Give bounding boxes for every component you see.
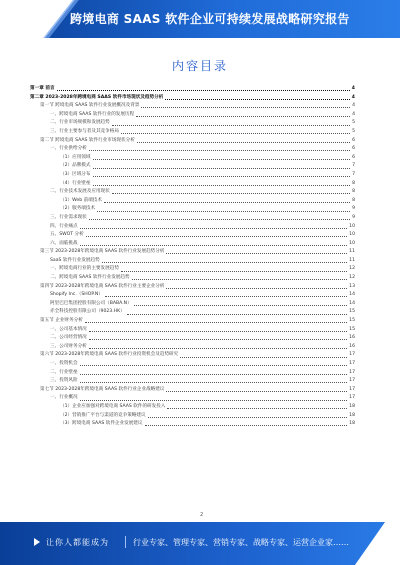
footer-slogan: 让你人都能成为 <box>46 538 109 547</box>
toc-leader-dots <box>105 296 347 297</box>
toc-leader-dots <box>85 322 347 323</box>
toc-entry-text: 第六节 2023-2028年跨境电商 SAAS 软件行业投资机会及趋势研究 <box>40 352 179 358</box>
toc-entry[interactable] <box>30 231 355 240</box>
toc-entry-page: 17 <box>349 352 355 358</box>
toc-leader-dots <box>121 133 350 134</box>
toc-entry-text: 第一节 跨境电商 SAAS 软件行业发展概况及背景 <box>40 103 140 109</box>
toc-entry-text: 三、投资风险 <box>50 378 78 384</box>
toc-leader-dots <box>89 150 350 151</box>
toc-entry-page: 11 <box>349 257 355 263</box>
toc-leader-dots <box>93 176 351 177</box>
toc-leader-dots <box>127 314 347 315</box>
toc-entry-text: 第四节 2023-2028年跨境电商 SAAS 软件行业主要企业分析 <box>40 283 165 289</box>
toc-entry[interactable] <box>30 188 355 197</box>
toc-leader-dots <box>80 245 348 246</box>
toc-entry-text: 第二节 跨境电商 SAAS 软件行业市场现状分析 <box>40 137 135 143</box>
toc-leader-dots <box>166 253 347 254</box>
toc-leader-dots <box>80 374 348 375</box>
toc-leader-dots <box>102 262 347 263</box>
toc-entry[interactable] <box>30 180 355 189</box>
toc-leader-dots <box>167 408 347 409</box>
toc-entry-text: （2）品牌模式 <box>60 163 91 169</box>
toc-entry-page: 10 <box>349 223 355 229</box>
toc-leader-dots <box>93 159 351 160</box>
toc-entry-text: （1）Web 前端技术 <box>60 197 102 203</box>
page-number: 2 <box>200 512 204 518</box>
toc-entry[interactable] <box>30 102 355 111</box>
toc-entry-page: 10 <box>349 240 355 246</box>
toc-entry-page: 18 <box>349 421 355 427</box>
footer-tagline: 行业专家、管理专家、营销专家、战略专家、运营企业家…… <box>133 538 349 547</box>
toc-entry[interactable] <box>30 326 355 335</box>
toc-entry-text: 三、行业主要参与者及其竞争格局 <box>50 128 119 134</box>
toc-entry-text: 阿里巴巴集团控股有限公司（BABA.N） <box>50 300 132 306</box>
toc-entry[interactable] <box>30 274 355 283</box>
toc-entry[interactable] <box>30 317 355 326</box>
toc-leader-dots <box>89 331 347 332</box>
toc-entry[interactable] <box>30 283 355 292</box>
toc-leader-dots <box>93 168 351 169</box>
toc-entry[interactable] <box>30 412 355 421</box>
toc-entry-text: Shopify Inc.（SHOP.N） <box>50 292 103 298</box>
toc-entry[interactable] <box>30 386 355 395</box>
toc-leader-dots <box>80 365 348 366</box>
toc-heading: 内容目录 <box>171 59 228 73</box>
toc-entry[interactable] <box>30 145 355 154</box>
toc-entry[interactable] <box>30 154 355 163</box>
toc-entry-page: 7 <box>352 171 355 177</box>
toc-entry-text: （2）服务端技术 <box>60 206 96 212</box>
toc-entry-page: 16 <box>349 335 355 341</box>
toc-entry[interactable] <box>30 94 355 103</box>
toc-leader-dots <box>80 382 348 383</box>
toc-entry-page: 11 <box>349 249 355 255</box>
toc-entry-text: 三、行业需求现状 <box>50 214 87 220</box>
toc-entry-page: 6 <box>352 137 355 143</box>
toc-leader-dots <box>180 357 347 358</box>
footer-divider <box>125 536 126 548</box>
toc-entry-page: 5 <box>352 120 355 126</box>
toc-entry-text: （4）行业壁垒 <box>60 180 91 186</box>
toc-entry[interactable] <box>30 369 355 378</box>
toc-entry-text: 第五节 企业财务分析 <box>40 318 83 324</box>
toc-leader-dots <box>165 99 350 100</box>
toc-leader-dots <box>166 288 347 289</box>
toc-entry[interactable] <box>30 85 355 94</box>
toc-entry[interactable] <box>30 223 355 232</box>
toc-entry-text: 二、跨境电商 SAAS 软件行业发展趋势 <box>50 275 130 281</box>
toc-entry-page: 18 <box>349 403 355 409</box>
toc-leader-dots <box>80 400 348 401</box>
toc-entry-text: 一、行业供给分析 <box>50 146 87 152</box>
toc-leader-dots <box>93 185 351 186</box>
toc-leader-dots <box>89 348 347 349</box>
toc-entry-page: 6 <box>352 146 355 152</box>
toc-entry-page: 4 <box>351 94 355 100</box>
toc-leader-dots <box>112 193 350 194</box>
toc-entry-text: 三、公司财务分析 <box>50 343 87 349</box>
toc-entry-page: 8 <box>352 197 355 203</box>
toc-entry-text: （1）企业应加强对跨境电商 SAAS 软件的研发投入 <box>60 403 166 409</box>
toc-entry-page: 15 <box>349 326 355 332</box>
toc-entry-text: 一、投资机会 <box>50 361 78 366</box>
toc-leader-dots <box>86 236 347 237</box>
toc-leader-dots <box>57 90 350 91</box>
toc-entry[interactable] <box>30 137 355 146</box>
toc-entry[interactable] <box>30 257 355 266</box>
toc-leader-dots <box>141 107 350 108</box>
toc-entry-page: 14 <box>349 292 355 298</box>
toc-entry[interactable] <box>30 291 355 300</box>
toc-entry-text: 一、跨境电商 SAAS 软件行业的发展历程 <box>50 111 135 117</box>
toc-entry-text: 二、行业壁垒 <box>50 369 78 375</box>
toc-entry-page: 8 <box>352 180 355 186</box>
toc-leader-dots <box>132 279 348 280</box>
toc-entry[interactable] <box>30 240 355 249</box>
toc-entry-page: 17 <box>349 395 355 401</box>
toc-entry-page: 13 <box>349 283 355 289</box>
toc-entry-page: 14 <box>349 300 355 306</box>
toc-entry[interactable] <box>30 214 355 223</box>
toc-entry-text: （2）营销推广平台与渠道的竞争策略建议 <box>60 412 146 418</box>
toc-entry-page: 12 <box>349 275 355 281</box>
toc-entry-page: 8 <box>352 189 355 195</box>
toc-entry-page: 12 <box>349 266 355 272</box>
footer-white-slant <box>355 522 400 565</box>
toc-entry-text: 第三节 2023-2028年跨境电商 SAAS 软件行业发展趋势分析 <box>40 249 165 255</box>
toc-entry-page: 6 <box>352 154 355 160</box>
toc-entry[interactable] <box>30 343 355 352</box>
toc-leader-dots <box>80 228 348 229</box>
table-of-contents <box>30 85 355 429</box>
toc-entry-page: 18 <box>349 412 355 418</box>
toc-entry[interactable] <box>30 128 355 137</box>
toc-entry[interactable] <box>30 171 355 180</box>
toc-entry-page: 10 <box>349 232 355 238</box>
toc-entry-text: 赤全科技控股有限公司（9023.HK） <box>50 309 125 315</box>
toc-entry[interactable] <box>30 205 355 214</box>
toc-entry[interactable] <box>30 308 355 317</box>
toc-leader-dots <box>112 125 350 126</box>
toc-leader-dots <box>166 391 347 392</box>
toc-entry-text: 第一章 前言 <box>30 86 55 91</box>
toc-entry[interactable] <box>30 197 355 206</box>
toc-entry-text: 第二章 2023-2028年跨境电商 SAAS 软件市场现状及趋势分析 <box>30 94 164 100</box>
toc-entry[interactable] <box>30 111 355 120</box>
toc-entry-page: 15 <box>349 318 355 324</box>
toc-leader-dots <box>148 417 348 418</box>
toc-entry-text: 一、跨境电商行业的主要发展趋势 <box>50 266 119 272</box>
toc-leader-dots <box>97 211 350 212</box>
toc-entry-page: 15 <box>349 309 355 315</box>
toc-entry-text: 四、行业痛点 <box>50 223 78 229</box>
toc-leader-dots <box>89 219 350 220</box>
toc-entry-text: 第七节 2023-2028年跨境电商 SAAS 软件行业企业战略建议 <box>40 386 165 392</box>
toc-entry[interactable] <box>30 351 355 360</box>
toc-entry-page: 17 <box>349 361 355 366</box>
toc-entry[interactable] <box>30 119 355 128</box>
toc-leader-dots <box>136 116 350 117</box>
toc-entry-text: SaaS 软件行业发展趋势 <box>50 257 100 263</box>
report-title: 跨境电商 SAAS 软件企业可持续发展战略研究报告 <box>70 12 350 26</box>
toc-entry-text: 六、面临挑战 <box>50 240 78 246</box>
footer-banner <box>0 522 400 565</box>
toc-entry-text: （1）应用领域 <box>60 154 91 160</box>
toc-entry[interactable] <box>30 377 355 386</box>
toc-entry-page: 17 <box>349 378 355 384</box>
toc-entry[interactable] <box>30 248 355 257</box>
toc-entry-text: 二、行业市场规模和发展趋势 <box>50 120 110 126</box>
toc-entry[interactable] <box>30 394 355 403</box>
toc-entry-page: 17 <box>349 386 355 392</box>
toc-entry-page: 4 <box>352 111 355 117</box>
toc-entry-text: 二、公司经营情况 <box>50 335 87 341</box>
header-banner <box>0 0 400 38</box>
toc-entry-page: 16 <box>349 343 355 349</box>
toc-leader-dots <box>145 425 348 426</box>
toc-entry[interactable] <box>30 162 355 171</box>
arrow-icon <box>34 538 40 546</box>
toc-leader-dots <box>104 202 350 203</box>
toc-entry-text: （3）区域分布 <box>60 171 91 177</box>
toc-entry[interactable] <box>30 300 355 309</box>
toc-entry-page: 9 <box>352 214 355 220</box>
toc-leader-dots <box>121 271 347 272</box>
toc-leader-dots <box>137 142 350 143</box>
toc-entry[interactable] <box>30 334 355 343</box>
toc-entry-page: 4 <box>352 103 355 109</box>
toc-entry-page: 5 <box>352 128 355 134</box>
toc-leader-dots <box>134 305 347 306</box>
toc-entry-text: 一、行业概况 <box>50 395 78 401</box>
toc-entry[interactable] <box>30 420 355 429</box>
toc-entry-page: 4 <box>351 86 355 91</box>
toc-entry[interactable] <box>30 265 355 274</box>
toc-entry-page: 17 <box>349 369 355 375</box>
toc-entry[interactable] <box>30 360 355 369</box>
toc-entry-page: 9 <box>352 206 355 212</box>
toc-entry[interactable] <box>30 403 355 412</box>
toc-entry-page: 7 <box>352 163 355 169</box>
toc-entry-text: 二、行业技术发展及应用现状 <box>50 189 110 195</box>
toc-leader-dots <box>89 339 347 340</box>
toc-entry-text: 五、SWOT 分析 <box>50 232 84 238</box>
toc-entry-text: 一、公司基本情况 <box>50 326 87 332</box>
toc-entry-text: （3）跨境电商 SAAS 软件企业发展建议 <box>60 421 143 427</box>
